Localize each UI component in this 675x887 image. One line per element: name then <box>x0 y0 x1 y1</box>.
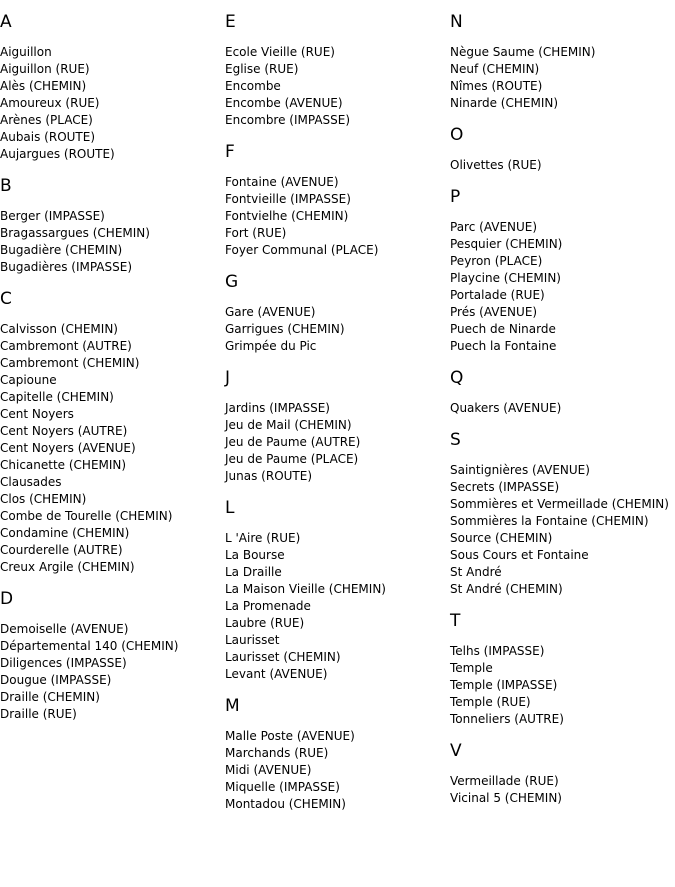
street-name: Amoureux (RUE) <box>0 96 100 110</box>
street-name: Draille (CHEMIN) <box>0 690 100 704</box>
street-name: Aiguillon <box>0 45 52 59</box>
index-column-3 <box>450 0 669 820</box>
section-letter-heading: G <box>225 272 239 292</box>
street-name: Temple (RUE) <box>450 695 531 709</box>
section-letter-heading: F <box>225 142 235 162</box>
street-list <box>450 44 669 112</box>
street-name: Jeu de Paume (AUTRE) <box>225 435 361 449</box>
street-name: Portalade (RUE) <box>450 288 545 302</box>
street-name: Calvisson (CHEMIN) <box>0 322 118 336</box>
street-name: Montadou (CHEMIN) <box>225 797 346 811</box>
street-name: Demoiselle (AVENUE) <box>0 622 129 636</box>
street-name: Clausades <box>0 475 62 489</box>
street-name: Capitelle (CHEMIN) <box>0 390 114 404</box>
street-name: Bugadière (CHEMIN) <box>0 243 123 257</box>
street-name: Diligences (IMPASSE) <box>0 656 127 670</box>
street-list <box>225 728 386 813</box>
street-name: Jeu de Mail (CHEMIN) <box>225 418 352 432</box>
street-name: Secrets (IMPASSE) <box>450 480 560 494</box>
street-name: St André <box>450 565 502 579</box>
street-name: Eglise (RUE) <box>225 62 299 76</box>
street-name: Sommières et Vermeillade (CHEMIN) <box>450 497 669 511</box>
letter-section <box>225 142 386 259</box>
street-name: Pesquier (CHEMIN) <box>450 237 563 251</box>
street-name: Creux Argile (CHEMIN) <box>0 560 135 574</box>
letter-section <box>450 12 669 112</box>
street-name: Levant (AVENUE) <box>225 667 328 681</box>
street-name: Aujargues (ROUTE) <box>0 147 115 161</box>
street-name: Source (CHEMIN) <box>450 531 553 545</box>
street-name: Aubais (ROUTE) <box>0 130 96 144</box>
letter-section <box>0 289 178 576</box>
section-letter-heading: T <box>450 611 461 631</box>
street-name: Fontvielhe (CHEMIN) <box>225 209 349 223</box>
street-name: Départemental 140 (CHEMIN) <box>0 639 179 653</box>
street-name: Peyron (PLACE) <box>450 254 543 268</box>
street-name: Jeu de Paume (PLACE) <box>225 452 359 466</box>
street-name: Junas (ROUTE) <box>225 469 313 483</box>
section-letter-heading: S <box>450 430 461 450</box>
section-letter-heading: B <box>0 176 12 196</box>
street-list <box>0 208 178 276</box>
street-list <box>0 321 178 576</box>
street-list <box>225 304 386 355</box>
street-name: Ninarde (CHEMIN) <box>450 96 559 110</box>
street-name: Combe de Tourelle (CHEMIN) <box>0 509 173 523</box>
street-name: Fontaine (AVENUE) <box>225 175 339 189</box>
street-list <box>450 643 669 728</box>
street-name: Laurisset <box>225 633 280 647</box>
street-name: Midi (AVENUE) <box>225 763 312 777</box>
street-name: Aiguillon (RUE) <box>0 62 90 76</box>
section-letter-heading: C <box>0 289 12 309</box>
street-name: Tonneliers (AUTRE) <box>450 712 564 726</box>
section-letter-heading: L <box>225 498 235 518</box>
letter-section <box>450 430 669 598</box>
street-list <box>450 462 669 598</box>
street-name: La Promenade <box>225 599 311 613</box>
street-name: Jardins (IMPASSE) <box>225 401 330 415</box>
street-name: Laurisset (CHEMIN) <box>225 650 341 664</box>
letter-section <box>0 12 178 163</box>
street-name: Cambremont (AUTRE) <box>0 339 132 353</box>
street-name: Vicinal 5 (CHEMIN) <box>450 791 562 805</box>
index-column-1 <box>0 0 178 736</box>
street-name: Neuf (CHEMIN) <box>450 62 540 76</box>
street-list <box>225 44 386 129</box>
street-list <box>0 621 178 723</box>
street-name: Foyer Communal (PLACE) <box>225 243 379 257</box>
street-name: Grimpée du Pic <box>225 339 317 353</box>
section-letter-heading: D <box>0 589 14 609</box>
letter-section <box>450 611 669 728</box>
street-name: Fontvieille (IMPASSE) <box>225 192 351 206</box>
street-name: Garrigues (CHEMIN) <box>225 322 345 336</box>
section-letter-heading: M <box>225 696 240 716</box>
street-name: Berger (IMPASSE) <box>0 209 105 223</box>
street-name: Condamine (CHEMIN) <box>0 526 130 540</box>
letter-section <box>0 176 178 276</box>
street-name: Sommières la Fontaine (CHEMIN) <box>450 514 649 528</box>
section-letter-heading: O <box>450 125 464 145</box>
street-list <box>450 157 669 174</box>
section-letter-heading: N <box>450 12 463 32</box>
street-name: L 'Aire (RUE) <box>225 531 301 545</box>
street-name: Nîmes (ROUTE) <box>450 79 543 93</box>
street-name: Laubre (RUE) <box>225 616 305 630</box>
street-name: Alès (CHEMIN) <box>0 79 87 93</box>
street-name: Chicanette (CHEMIN) <box>0 458 127 472</box>
street-name: Dougue (IMPASSE) <box>0 673 112 687</box>
street-name: Bugadières (IMPASSE) <box>0 260 133 274</box>
letter-section <box>450 368 669 417</box>
section-letter-heading: J <box>225 368 231 388</box>
street-list <box>450 219 669 355</box>
street-name: Prés (AVENUE) <box>450 305 538 319</box>
section-letter-heading: V <box>450 741 462 761</box>
letter-section <box>450 741 669 807</box>
street-name: Playcine (CHEMIN) <box>450 271 561 285</box>
street-name: Cent Noyers <box>0 407 74 421</box>
street-name: Courderelle (AUTRE) <box>0 543 123 557</box>
street-name: Cent Noyers (AVENUE) <box>0 441 136 455</box>
street-name: Cent Noyers (AUTRE) <box>0 424 128 438</box>
street-list <box>450 773 669 807</box>
street-name: Encombe <box>225 79 281 93</box>
letter-section <box>225 368 386 485</box>
street-name: Encombre (IMPASSE) <box>225 113 351 127</box>
letter-section <box>225 12 386 129</box>
street-name: Quakers (AVENUE) <box>450 401 562 415</box>
street-name: Gare (AVENUE) <box>225 305 316 319</box>
street-name: Encombe (AVENUE) <box>225 96 343 110</box>
letter-section <box>450 187 669 355</box>
street-list <box>225 174 386 259</box>
street-name: Puech de Ninarde <box>450 322 556 336</box>
street-name: Temple <box>450 661 493 675</box>
letter-section <box>225 696 386 813</box>
street-name: Miquelle (IMPASSE) <box>225 780 340 794</box>
street-name: Sous Cours et Fontaine <box>450 548 589 562</box>
street-name: Telhs (IMPASSE) <box>450 644 545 658</box>
street-name: Bragassargues (CHEMIN) <box>0 226 150 240</box>
street-name: La Bourse <box>225 548 285 562</box>
street-name: Ecole Vieille (RUE) <box>225 45 335 59</box>
letter-section <box>0 589 178 723</box>
street-name: Marchands (RUE) <box>225 746 329 760</box>
street-list <box>225 530 386 683</box>
street-name: Saintignières (AVENUE) <box>450 463 590 477</box>
street-name: Cambremont (CHEMIN) <box>0 356 140 370</box>
street-name: Arènes (PLACE) <box>0 113 93 127</box>
street-name: Vermeillade (RUE) <box>450 774 559 788</box>
street-name: St André (CHEMIN) <box>450 582 563 596</box>
street-name: Puech la Fontaine <box>450 339 557 353</box>
street-list <box>450 400 669 417</box>
street-name: Malle Poste (AVENUE) <box>225 729 355 743</box>
street-name: La Maison Vieille (CHEMIN) <box>225 582 386 596</box>
street-name: Parc (AVENUE) <box>450 220 538 234</box>
index-column-2 <box>225 0 386 826</box>
section-letter-heading: E <box>225 12 236 32</box>
letter-section <box>225 272 386 355</box>
section-letter-heading: Q <box>450 368 464 388</box>
letter-section <box>450 125 669 174</box>
street-name: Fort (RUE) <box>225 226 287 240</box>
street-name: Draille (RUE) <box>0 707 77 721</box>
street-list <box>0 44 178 163</box>
section-letter-heading: A <box>0 12 12 32</box>
section-letter-heading: P <box>450 187 461 207</box>
street-name: Nègue Saume (CHEMIN) <box>450 45 596 59</box>
street-name: Capioune <box>0 373 57 387</box>
street-name: Olivettes (RUE) <box>450 158 542 172</box>
street-name: La Draille <box>225 565 282 579</box>
letter-section <box>225 498 386 683</box>
street-list <box>225 400 386 485</box>
street-name: Clos (CHEMIN) <box>0 492 87 506</box>
street-name: Temple (IMPASSE) <box>450 678 558 692</box>
